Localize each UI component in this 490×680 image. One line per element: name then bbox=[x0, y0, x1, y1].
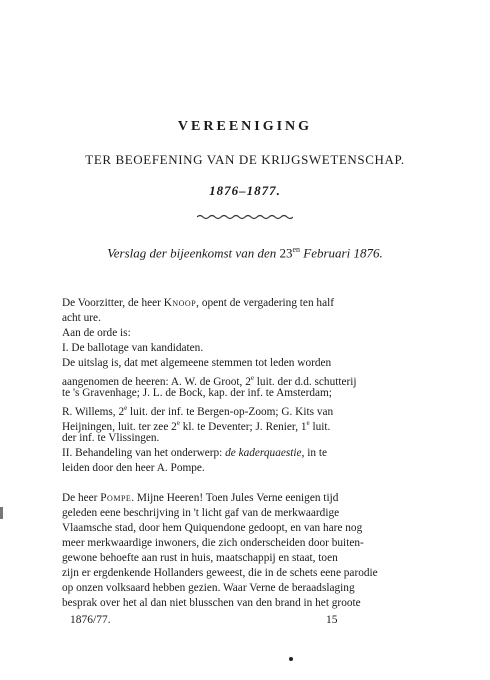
text: luit. der d.d. schutterij bbox=[253, 375, 357, 388]
text: De Voorzitter, de heer bbox=[62, 297, 164, 309]
body-line: Aan de orde is: bbox=[62, 327, 131, 339]
subtitle: TER BEOEFENING VAN DE KRIJGSWETENSCHAP. bbox=[85, 152, 405, 167]
body-line: Vlaamsche stad, door hem Quiquendone gedoopt, en van hare nog bbox=[62, 522, 363, 534]
body-line: te 's Gravenhage; J. L. de Bock, kap. der inf. te Amsterdam; bbox=[62, 387, 332, 399]
text: kl. te Deventer; J. Renier, 1 bbox=[179, 420, 307, 433]
text: De heer bbox=[62, 492, 101, 504]
body-line bbox=[62, 491, 338, 505]
text: II. Behandeling van het onderwerp: bbox=[62, 447, 226, 459]
wavy-ornament bbox=[197, 213, 293, 221]
body-line: I. De ballotage van kandidaten. bbox=[62, 342, 204, 354]
body-line: der inf. te Vlissingen. bbox=[62, 432, 160, 444]
sup: e bbox=[124, 404, 128, 412]
body-line: zijn er ergdenkende Hollanders geweest, die in de schets eene parodie bbox=[62, 567, 378, 579]
page-number: 15 bbox=[326, 614, 338, 626]
topic-title: de kaderquaestie bbox=[225, 447, 302, 459]
body-line: op onzen volksaard hebben gezien. Waar Verne de beraadslaging bbox=[62, 582, 355, 594]
text: Heijningen, luit. ter zee 2 bbox=[62, 420, 177, 433]
ink-dot bbox=[289, 657, 293, 661]
text: . Mijne Heeren! Toen Jules Verne eenigen tijd bbox=[131, 492, 339, 504]
text: , opent de vergadering ten half bbox=[196, 297, 334, 309]
body-line bbox=[62, 296, 334, 310]
body-line: De uitslag is, dat met algemeene stemmen tot leden worden bbox=[62, 357, 332, 369]
meeting-date-day: 23 bbox=[279, 245, 293, 261]
sup: e bbox=[306, 419, 310, 427]
years: 1876–1877. bbox=[209, 183, 281, 198]
body-line: meer merkwaardige inwoners, die zich onderscheiden door buiten- bbox=[62, 537, 364, 549]
text: R. Willems, 2 bbox=[62, 405, 125, 418]
body-line: leiden door den heer A. Pompe. bbox=[62, 462, 205, 474]
text: luit. bbox=[309, 420, 331, 433]
speaker-name: Pompe bbox=[100, 492, 132, 504]
body-line bbox=[62, 446, 327, 460]
signature-mark: 1876/77. bbox=[70, 614, 111, 626]
text: luit. der inf. te Bergen-op-Zoom; G. Kits van bbox=[127, 405, 334, 418]
title: VEREENIGING bbox=[177, 119, 313, 134]
sup: e bbox=[250, 374, 254, 382]
meeting-heading-prefix: Verslag der bijeenkomst van den bbox=[107, 245, 277, 261]
body-line: acht ure. bbox=[62, 312, 101, 324]
text: , in te bbox=[301, 447, 327, 459]
meeting-heading bbox=[0, 245, 490, 261]
meeting-heading-suffix: Februari 1876. bbox=[303, 245, 383, 261]
meeting-date-sup: en bbox=[292, 245, 301, 254]
text: aangenomen de heeren: A. W. de Groot, 2 bbox=[62, 375, 251, 388]
margin-mark bbox=[0, 507, 3, 519]
body-line: geleden eene beschrijving in 't licht gaf van de merkwaardige bbox=[62, 507, 340, 519]
speaker-name: Knoop bbox=[163, 297, 197, 309]
body-line: besprak over het al dan niet blusschen van den brand in het groote bbox=[62, 597, 361, 609]
sup: e bbox=[176, 419, 180, 427]
body-line: gewone behoefte aan rust in huis, maatschappij en staat, toen bbox=[62, 552, 338, 564]
